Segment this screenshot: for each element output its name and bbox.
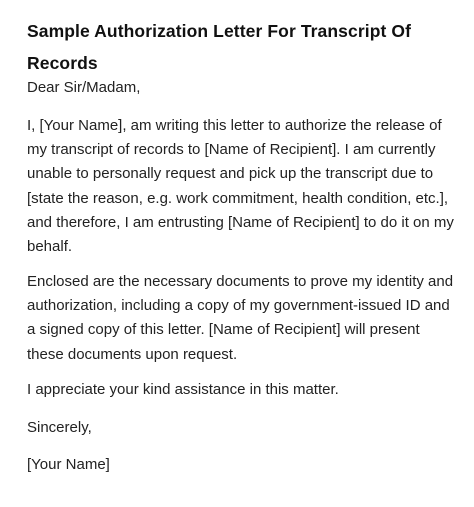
letter-title: Sample Authorization Letter For Transcript Of Records [27, 21, 412, 73]
signature: [Your Name] [27, 456, 110, 473]
salutation: Dear Sir/Madam, [27, 79, 141, 96]
body-paragraph-authorization: I, [Your Name], am writing this letter to authorize the release of my transcript of records to [Name of Recipient]. I am currently unable to personally request and pick up the transcript due to [state the reason, e.g. work commitment, health condition, etc.], and therefore, I am entrusting [Name of Recipient] to do it on my behalf. [27, 117, 454, 256]
body-paragraph-documents: Enclosed are the necessary documents to prove my identity and authorization, including a copy of my government-issued ID and a signed copy of this letter. [Name of Recipient] will present these documents upon request. [27, 273, 454, 363]
closing: Sincerely, [27, 419, 92, 436]
body-paragraph-appreciation: I appreciate your kind assistance in this matter. [27, 381, 339, 398]
